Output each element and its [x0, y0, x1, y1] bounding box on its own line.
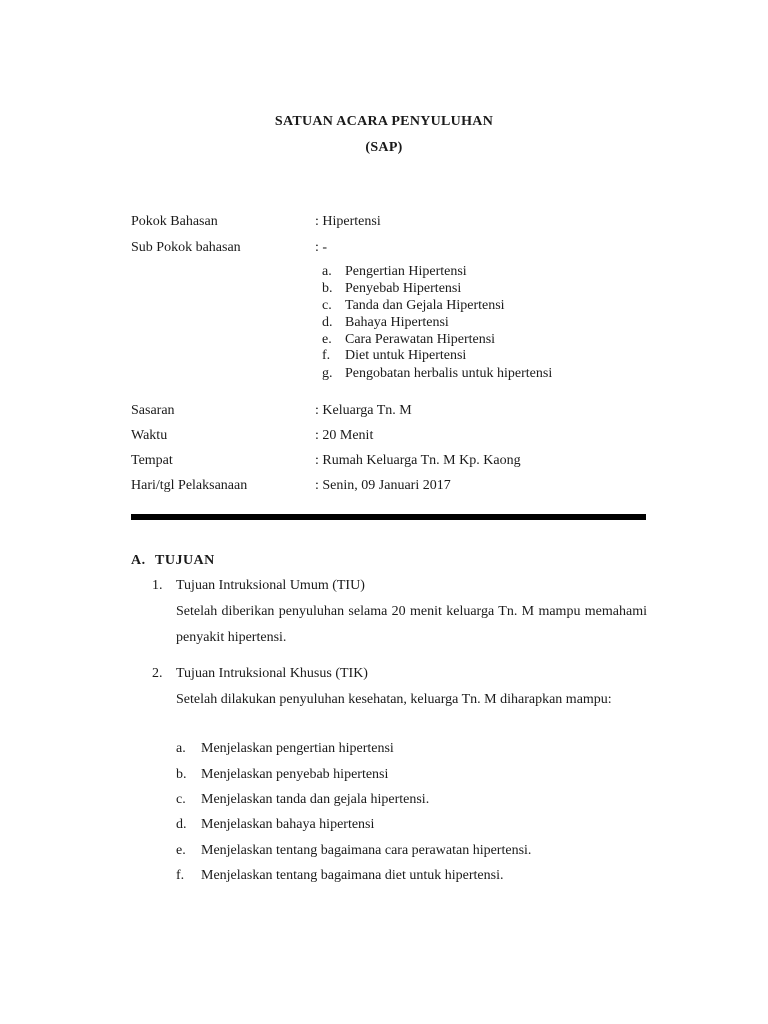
sub-item-letter: g.	[322, 366, 333, 381]
sasaran-value: : Keluarga Tn. M	[315, 403, 412, 418]
document-subtitle: (SAP)	[365, 140, 403, 155]
hari-value: : Senin, 09 Januari 2017	[315, 478, 451, 493]
sub-item-letter: b.	[322, 281, 333, 296]
tik-item-text: Menjelaskan tentang bagaimana diet untuk hipertensi.	[201, 868, 504, 883]
sub-item-letter: e.	[322, 332, 332, 347]
pokok-bahasan-value: : Hipertensi	[315, 214, 381, 229]
tiu-label: Tujuan Intruksional Umum (TIU)	[176, 578, 365, 593]
sub-item-letter: d.	[322, 315, 333, 330]
sub-item-text: Pengobatan herbalis untuk hipertensi	[345, 366, 553, 381]
sasaran-label: Sasaran	[131, 403, 175, 418]
sub-item-text: Bahaya Hipertensi	[345, 315, 449, 330]
hari-label: Hari/tgl Pelaksanaan	[131, 478, 248, 493]
tik-item-text: Menjelaskan tentang bagaimana cara perawatan hipertensi.	[201, 843, 532, 858]
waktu-value: : 20 Menit	[315, 428, 374, 443]
sub-pokok-label: Sub Pokok bahasan	[131, 240, 241, 255]
tiu-paragraph: Setelah diberikan penyuluhan selama 20 menit keluarga Tn. M mampu memahami penyakit hipertensi.	[176, 604, 647, 645]
tik-item-letter: d.	[176, 817, 187, 832]
sub-item-letter: a.	[322, 264, 332, 279]
tik-paragraph: Setelah dilakukan penyuluhan kesehatan, keluarga Tn. M diharapkan mampu:	[176, 692, 612, 707]
document-title: SATUAN ACARA PENYULUHAN	[274, 114, 494, 129]
tik-number: 2.	[152, 666, 163, 681]
sub-item-text: Pengertian Hipertensi	[345, 264, 467, 279]
sub-item-text: Diet untuk Hipertensi	[345, 348, 467, 363]
tik-item-text: Menjelaskan penyebab hipertensi	[201, 767, 389, 782]
tik-item-text: Menjelaskan bahaya hipertensi	[201, 817, 375, 832]
sub-pokok-value: : -	[315, 240, 328, 255]
tiu-number: 1.	[152, 578, 163, 593]
sub-item-text: Penyebab Hipertensi	[345, 281, 462, 296]
section-a-label: TUJUAN	[155, 553, 215, 568]
sub-item-letter: f.	[322, 348, 331, 363]
tik-item-letter: f.	[176, 868, 185, 883]
tik-label: Tujuan Intruksional Khusus (TIK)	[176, 666, 368, 681]
section-a-number: A.	[131, 553, 146, 568]
tik-item-text: Menjelaskan pengertian hipertensi	[201, 741, 394, 756]
tik-item-text: Menjelaskan tanda dan gejala hipertensi.	[201, 792, 430, 807]
sub-item-text: Tanda dan Gejala Hipertensi	[345, 298, 505, 313]
section-divider	[131, 514, 646, 520]
tik-item-letter: b.	[176, 767, 187, 782]
sub-item-text: Cara Perawatan Hipertensi	[345, 332, 496, 347]
tik-item-letter: a.	[176, 741, 186, 756]
tempat-label: Tempat	[131, 453, 173, 468]
sub-item-letter: c.	[322, 298, 332, 313]
tempat-value: : Rumah Keluarga Tn. M Kp. Kaong	[315, 453, 521, 468]
section-a-heading	[131, 553, 215, 569]
waktu-label: Waktu	[131, 428, 168, 443]
tik-item-letter: e.	[176, 843, 186, 858]
pokok-bahasan-label: Pokok Bahasan	[131, 214, 218, 229]
tik-item-letter: c.	[176, 792, 186, 807]
